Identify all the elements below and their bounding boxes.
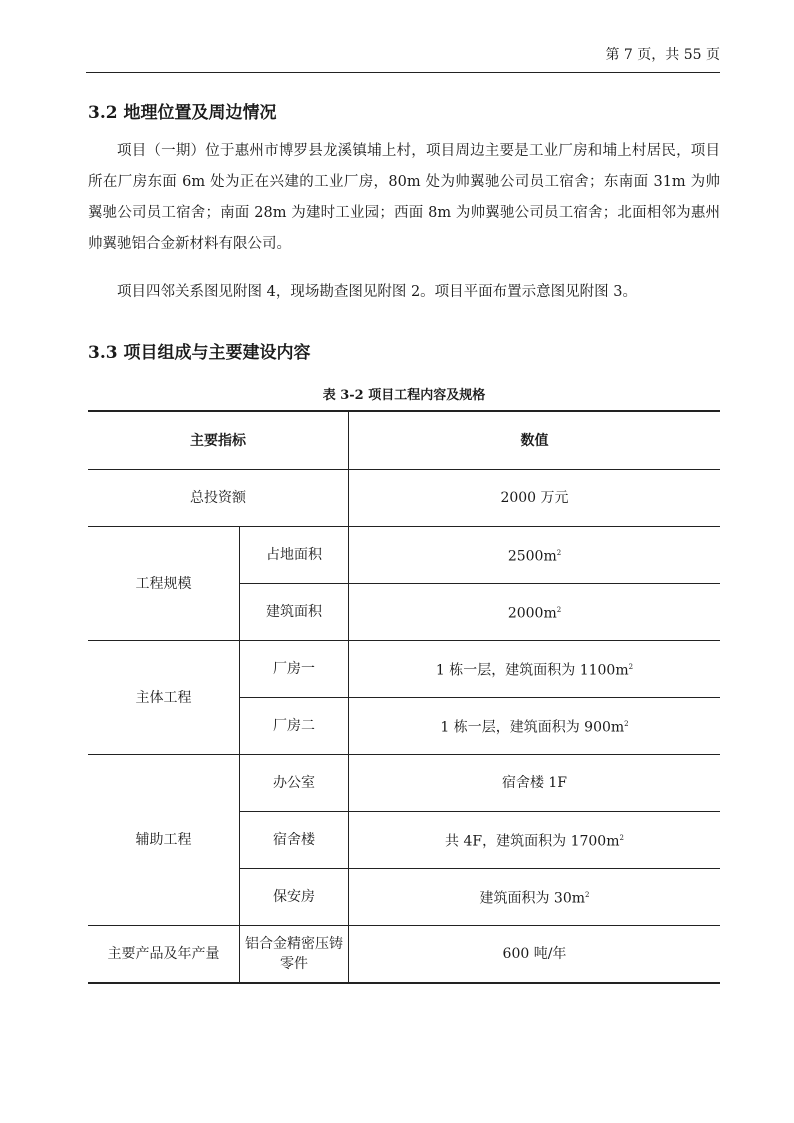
col-header-value: 数值: [349, 411, 721, 470]
header-rule: [86, 72, 720, 73]
product-item: 铝合金精密压铸零件: [240, 926, 349, 983]
building-area-value: $2000m^2$: [349, 584, 721, 641]
land-area-value: $2500m^2$: [349, 527, 721, 584]
plant2-label: 厂房二: [240, 698, 349, 755]
building-area-label: 建筑面积: [240, 584, 349, 641]
dorm-label: 宿舍楼: [240, 812, 349, 869]
table-row: [88, 470, 720, 527]
office-label: 办公室: [240, 755, 349, 812]
section-3-2-heading: 3.2 地理位置及周边情况: [88, 103, 277, 123]
section-3-3-heading: 3.3 项目组成与主要建设内容: [88, 343, 311, 363]
land-area-label: 占地面积: [240, 527, 349, 584]
scale-label: 工程规模: [88, 527, 240, 641]
table-row: [88, 527, 720, 584]
product-label: 主要产品及年产量: [88, 926, 240, 983]
guard-value: 建筑面积为 $30m^2$: [349, 869, 721, 926]
investment-value: 2000 万元: [349, 470, 721, 527]
table-header-row: [88, 411, 720, 470]
plant1-value: 1 栋一层，建筑面积为 $1100m^2$: [349, 641, 721, 698]
section-3-2-paragraph-2: 项目四邻关系图见附图 4，现场勘查图见附图 2。项目平面布置示意图见附图 3。: [117, 284, 638, 300]
guard-label: 保安房: [240, 869, 349, 926]
table-row: [88, 926, 720, 983]
page-number: 第 7 页，共 55 页: [605, 47, 720, 63]
aux-works-label: 辅助工程: [88, 755, 240, 926]
table-row: [88, 755, 720, 812]
investment-label: 总投资额: [88, 470, 349, 527]
plant2-value: 1 栋一层，建筑面积为 $900m^2$: [349, 698, 721, 755]
table-caption: 表 3-2 项目工程内容及规格: [322, 388, 486, 403]
col-header-indicator: 主要指标: [88, 411, 349, 470]
main-works-label: 主体工程: [88, 641, 240, 755]
product-value: 600 吨/年: [349, 926, 721, 983]
office-value: 宿舍楼 1F: [349, 755, 721, 812]
section-3-2-paragraph-1: 项目（一期）位于惠州市博罗县龙溪镇埔上村，项目周边主要是工业厂房和埔上村居民，项目所在厂房东面 6m 处为正在兴建的工业厂房，80m 处为帅翼驰公司员工宿舍；东南面 31m 为帅翼驰公司员工宿舍；南面 28m 为建时工业园；西面 8m 为帅翼驰公司员工宿舍；北面相邻为惠州帅翼驰铝合金新材料有限公司。: [88, 143, 720, 252]
plant1-label: 厂房一: [240, 641, 349, 698]
project-spec-table: [88, 410, 720, 984]
table-row: [88, 641, 720, 698]
dorm-value: 共 4F，建筑面积为 $1700m^2$: [349, 812, 721, 869]
